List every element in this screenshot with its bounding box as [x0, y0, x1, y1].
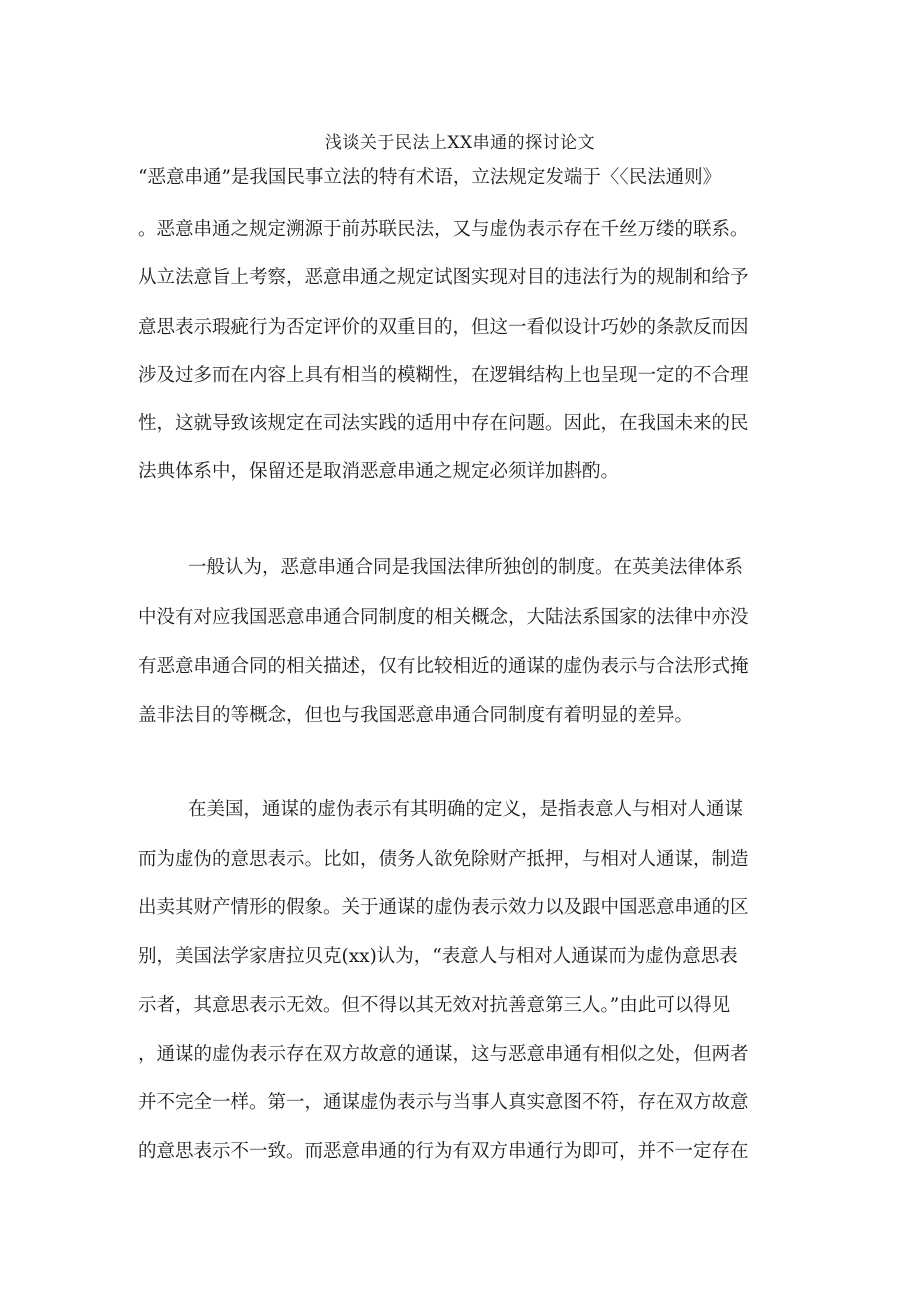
paragraph-line: 法典体系中，保留还是取消恶意串通之规定必须详加斟酌。	[138, 461, 620, 482]
paragraph-line: 示者，其意思表示无效。但不得以其无效对抗善意第三人。”由此可以得见	[138, 995, 731, 1016]
paragraph-line: 一般认为，恶意串通合同是我国法律所独创的制度。在英美法律体系	[188, 557, 744, 578]
paragraph-line: 别，美国法学家唐拉贝克(xx)认为，“表意人与相对人通谋而为虚伪意思表	[138, 946, 738, 967]
paragraph-line: 出卖其财产情形的假象。关于通谋的虚伪表示效力以及跟中国恶意串通的区	[138, 897, 749, 918]
paragraph-line: 性，这就导致该规定在司法实践的适用中存在问题。因此，在我国未来的民	[138, 413, 749, 434]
document-title: 浅谈关于民法上XX串通的探讨论文	[324, 133, 596, 153]
paragraph-line: 中没有对应我国恶意串通合同制度的相关概念，大陆法系国家的法律中亦没	[138, 607, 749, 628]
paragraph-line: 并不完全一样。第一，通谋虚伪表示与当事人真实意图不符，存在双方故意	[138, 1092, 749, 1113]
paragraph-line: 涉及过多而在内容上具有相当的模糊性，在逻辑结构上也呈现一定的不合理	[138, 365, 749, 386]
paragraph-line: 意思表示瑕疵行为否定评价的双重目的，但这一看似设计巧妙的条款反而因	[138, 317, 749, 338]
paragraph-line: “恶意串通”是我国民事立法的特有术语，立法规定发端于〈〈民法通则》	[138, 167, 722, 188]
paragraph-line: 的意思表示不一致。而恶意串通的行为有双方串通行为即可，并不一定存在	[138, 1141, 749, 1162]
paragraph-line: 而为虚伪的意思表示。比如，债务人欲免除财产抵押，与相对人通谋，制造	[138, 849, 749, 870]
paragraph-line: 。恶意串通之规定溯源于前苏联民法，又与虚伪表示存在千丝万缕的联系。	[138, 219, 749, 240]
paragraph-line: 从立法意旨上考察，恶意串通之规定试图实现对目的违法行为的规制和给予	[138, 267, 749, 288]
paragraph-line: 盖非法目的等概念，但也与我国恶意串通合同制度有着明显的差异。	[138, 705, 694, 726]
paragraph-line: ，通谋的虚伪表示存在双方故意的通谋，这与恶意串通有相似之处，但两者	[138, 1044, 749, 1065]
paragraph-line: 有恶意串通合同的相关描述，仅有比较相近的通谋的虚伪表示与合法形式掩	[138, 656, 749, 677]
paragraph-line: 在美国，通谋的虚伪表示有其明确的定义，是指表意人与相对人通谋	[188, 799, 744, 820]
